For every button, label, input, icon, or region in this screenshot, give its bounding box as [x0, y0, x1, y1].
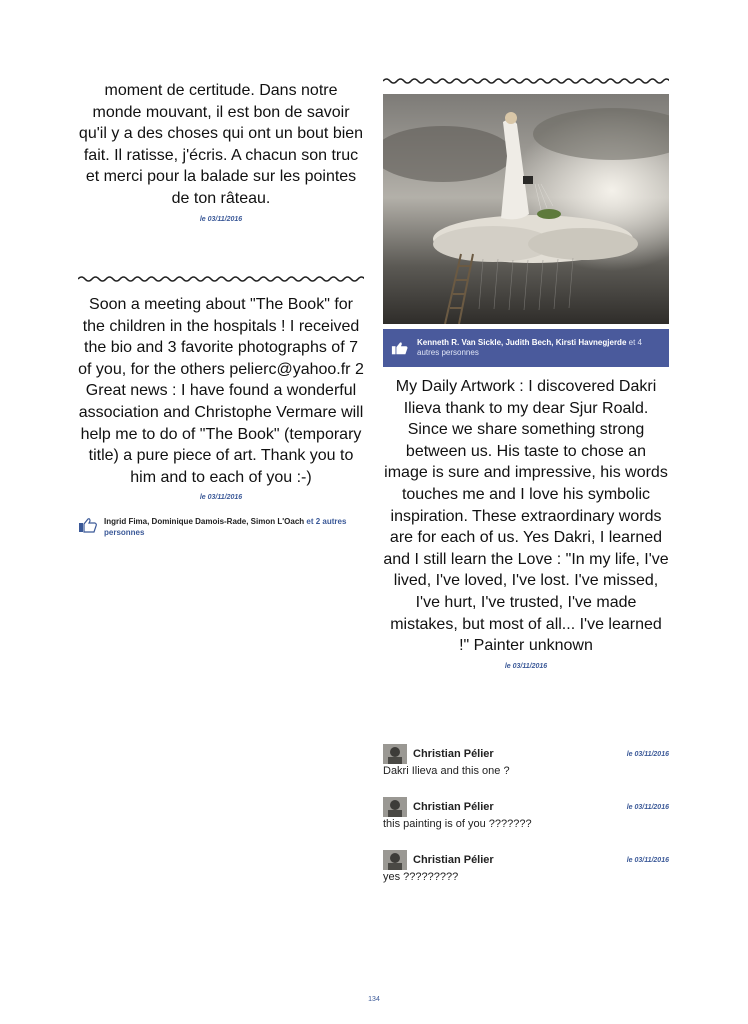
page-number: 134	[368, 996, 380, 1003]
comment-date: le 03/11/2016	[626, 751, 669, 758]
photo-likes-text	[417, 338, 661, 359]
divider-wave	[383, 77, 669, 85]
comment-author[interactable]: Christian Pélier	[413, 801, 494, 813]
comments-list	[383, 744, 669, 903]
comment-date: le 03/11/2016	[626, 804, 669, 811]
post-2-date: le 03/11/2016	[199, 494, 243, 502]
artwork-photo[interactable]	[383, 94, 669, 324]
post-2-text: Soon a meeting about "The Book" for the children in the hospitals ! I received the bio and 3 favorite photographs of 7 of you, for the others pelierc@yahoo.fr 2 Great news : I have found a wonderful association and Christophe Vermare will help me to do of "The Book" (temporary title) a pure piece of art. Thank you to him and to each of you :-)	[78, 296, 364, 486]
comment-author[interactable]: Christian Pélier	[413, 854, 494, 866]
daily-artwork-post	[383, 376, 669, 670]
comment-author[interactable]: Christian Pélier	[413, 748, 494, 760]
post-2-likes-names[interactable]: Ingrid Fima, Dominique Damois-Rade, Simon L'Oach	[104, 517, 305, 527]
post-2-likes-text	[104, 517, 364, 538]
post-2-likes	[78, 517, 364, 538]
post-1-text: moment de certitude. Dans notre monde mouvant, il est bon de savoir qu'il y a des choses qui ont un bout bien fait. Il ratisse, j'écris. A chacun son truc et merci pour la balade sur les pointes de ton râteau.	[78, 82, 364, 207]
photo-post	[383, 94, 669, 367]
daily-artwork-text: My Daily Artwork : I discovered Dakri Ilieva thank to my dear Sjur Roald. Since we share something strong between us. His taste to chose an image is sure and impressive, his words touches me and I love his symbolic inspiration. These extraordinary words are for each of us. Yes Dakri, I learned and I still learn the Love : "In my life, I've lived, I've loved, I've lost. I've missed, I've hurt, I've trusted, I've made mistakes, but most of all... I've learned !" Painter unknown	[383, 378, 669, 655]
comment-text: this painting is of you ???????	[383, 818, 532, 830]
post-2-likes-more[interactable]: et 2 autres personnes	[104, 517, 347, 537]
divider-wave	[78, 275, 364, 283]
photo-likes-more[interactable]: et 4 autres personnes	[417, 337, 642, 357]
photo-likes-names[interactable]: Kenneth R. Van Sickle, Judith Bech, Kirsti Havnegjerde	[417, 337, 627, 347]
daily-artwork-date: le 03/11/2016	[504, 662, 548, 670]
comment-text: Dakri Ilieva and this one ?	[383, 765, 510, 777]
comment-item	[383, 797, 669, 850]
post-2	[78, 294, 364, 538]
comment-date: le 03/11/2016	[626, 857, 669, 864]
thumbs-up-icon	[78, 517, 98, 533]
comment-item	[383, 850, 669, 903]
post-1-date: le 03/11/2016	[199, 215, 243, 223]
avatar[interactable]	[383, 797, 407, 817]
photo-likes-bar	[383, 329, 669, 367]
post-1	[78, 80, 364, 223]
comment-item	[383, 744, 669, 797]
avatar[interactable]	[383, 744, 407, 764]
thumbs-up-icon	[391, 340, 409, 356]
avatar[interactable]	[383, 850, 407, 870]
comment-text: yes ?????????	[383, 871, 459, 883]
